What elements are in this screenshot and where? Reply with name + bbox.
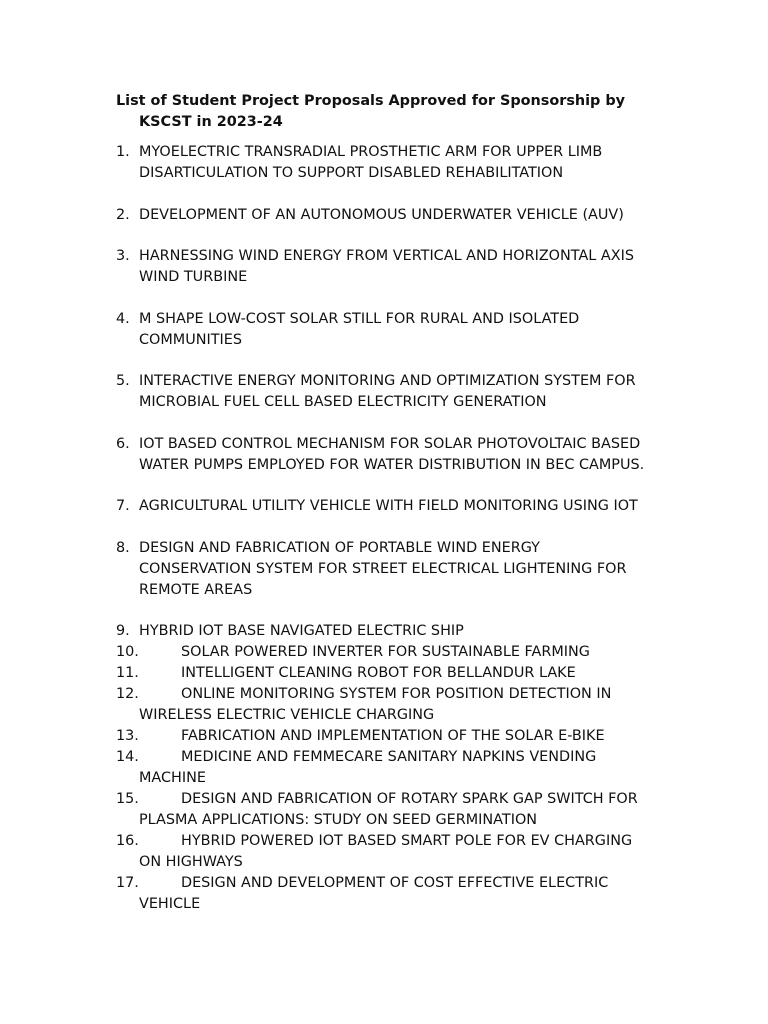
list-item <box>116 142 676 184</box>
list-item <box>116 663 676 684</box>
item-number: 6. <box>116 435 130 452</box>
item-number: 15. <box>116 791 139 807</box>
item-number: 3. <box>116 248 130 264</box>
item-number: 5. <box>116 373 130 389</box>
item-number: 2. <box>116 206 130 223</box>
list-item <box>116 309 676 351</box>
item-number: 10. <box>116 644 139 660</box>
item-text-line: REMOTE AREAS <box>139 581 253 598</box>
item-text-line: HARNESSING WIND ENERGY FROM VERTICAL AND HORIZONTAL AXIS <box>139 248 634 264</box>
item-text-line: ONLINE MONITORING SYSTEM FOR POSITION DETECTION IN <box>181 686 612 702</box>
list-item <box>116 642 676 663</box>
item-text-line: SOLAR POWERED INVERTER FOR SUSTAINABLE FARMING <box>181 644 590 660</box>
item-text-line: DISARTICULATION TO SUPPORT DISABLED REHABILITATION <box>139 165 564 181</box>
list-item <box>116 205 676 226</box>
list-item <box>116 873 676 915</box>
item-text-line: MACHINE <box>139 770 206 786</box>
item-number: 11. <box>116 665 139 681</box>
list-item <box>116 789 676 831</box>
item-text-line: CONSERVATION SYSTEM FOR STREET ELECTRICAL LIGHTENING FOR <box>139 560 627 577</box>
list-item <box>116 246 676 288</box>
list-item <box>116 684 676 726</box>
item-text-line: AGRICULTURAL UTILITY VEHICLE WITH FIELD MONITORING USING IOT <box>139 498 638 514</box>
item-text-line: PLASMA APPLICATIONS: STUDY ON SEED GERMINATION <box>139 812 538 828</box>
item-text-line: VEHICLE <box>139 896 201 912</box>
list-item <box>116 496 676 517</box>
item-text-line: IOT BASED CONTROL MECHANISM FOR SOLAR PHOTOVOLTAIC BASED <box>139 435 641 452</box>
list-item <box>116 621 676 642</box>
title-line-2: KSCST in 2023-24 <box>139 114 283 130</box>
item-number: 7. <box>116 498 130 514</box>
list-item <box>116 726 676 747</box>
item-number: 9. <box>116 623 130 639</box>
item-text-line: HYBRID IOT BASE NAVIGATED ELECTRIC SHIP <box>139 623 464 639</box>
item-text-line: INTERACTIVE ENERGY MONITORING AND OPTIMIZATION SYSTEM FOR <box>139 373 636 389</box>
item-text-line: DESIGN AND DEVELOPMENT OF COST EFFECTIVE ELECTRIC <box>181 875 609 891</box>
item-number: 4. <box>116 310 130 327</box>
project-list <box>116 142 676 915</box>
item-text-line: MEDICINE AND FEMMECARE SANITARY NAPKINS VENDING <box>181 749 597 765</box>
list-item <box>116 371 676 413</box>
item-text-line: WIRELESS ELECTRIC VEHICLE CHARGING <box>139 707 435 723</box>
list-item <box>116 434 676 476</box>
item-text-line: M SHAPE LOW-COST SOLAR STILL FOR RURAL AND ISOLATED <box>139 310 580 327</box>
item-text-line: MYOELECTRIC TRANSRADIAL PROSTHETIC ARM FOR UPPER LIMB <box>139 144 603 160</box>
list-item <box>116 831 676 873</box>
document-body <box>116 91 676 915</box>
item-number: 14. <box>116 749 139 765</box>
document-title <box>116 91 676 133</box>
item-text-line: WIND TURBINE <box>139 269 248 285</box>
list-item <box>116 538 676 601</box>
item-text-line: INTELLIGENT CLEANING ROBOT FOR BELLANDUR LAKE <box>181 665 576 681</box>
item-number: 13. <box>116 728 139 744</box>
item-text-line: HYBRID POWERED IOT BASED SMART POLE FOR EV CHARGING <box>181 833 633 849</box>
item-text-line: FABRICATION AND IMPLEMENTATION OF THE SOLAR E-BIKE <box>181 728 605 744</box>
item-text-line: COMMUNITIES <box>139 331 243 348</box>
item-number: 16. <box>116 833 139 849</box>
item-text-line: DESIGN AND FABRICATION OF PORTABLE WIND ENERGY <box>139 539 540 556</box>
list-item <box>116 747 676 789</box>
item-number: 1. <box>116 144 130 160</box>
item-text-line: DEVELOPMENT OF AN AUTONOMOUS UNDERWATER VEHICLE (AUV) <box>139 206 624 223</box>
item-text-line: WATER PUMPS EMPLOYED FOR WATER DISTRIBUTION IN BEC CAMPUS. <box>139 456 645 473</box>
item-text-line: ON HIGHWAYS <box>139 854 243 870</box>
item-number: 12. <box>116 686 139 702</box>
title-line-1: List of Student Project Proposals Approved for Sponsorship by <box>116 93 626 109</box>
item-text-line: DESIGN AND FABRICATION OF ROTARY SPARK GAP SWITCH FOR <box>181 791 638 807</box>
item-text-line: MICROBIAL FUEL CELL BASED ELECTRICITY GENERATION <box>139 394 547 410</box>
item-number: 17. <box>116 875 139 891</box>
item-number: 8. <box>116 539 130 556</box>
